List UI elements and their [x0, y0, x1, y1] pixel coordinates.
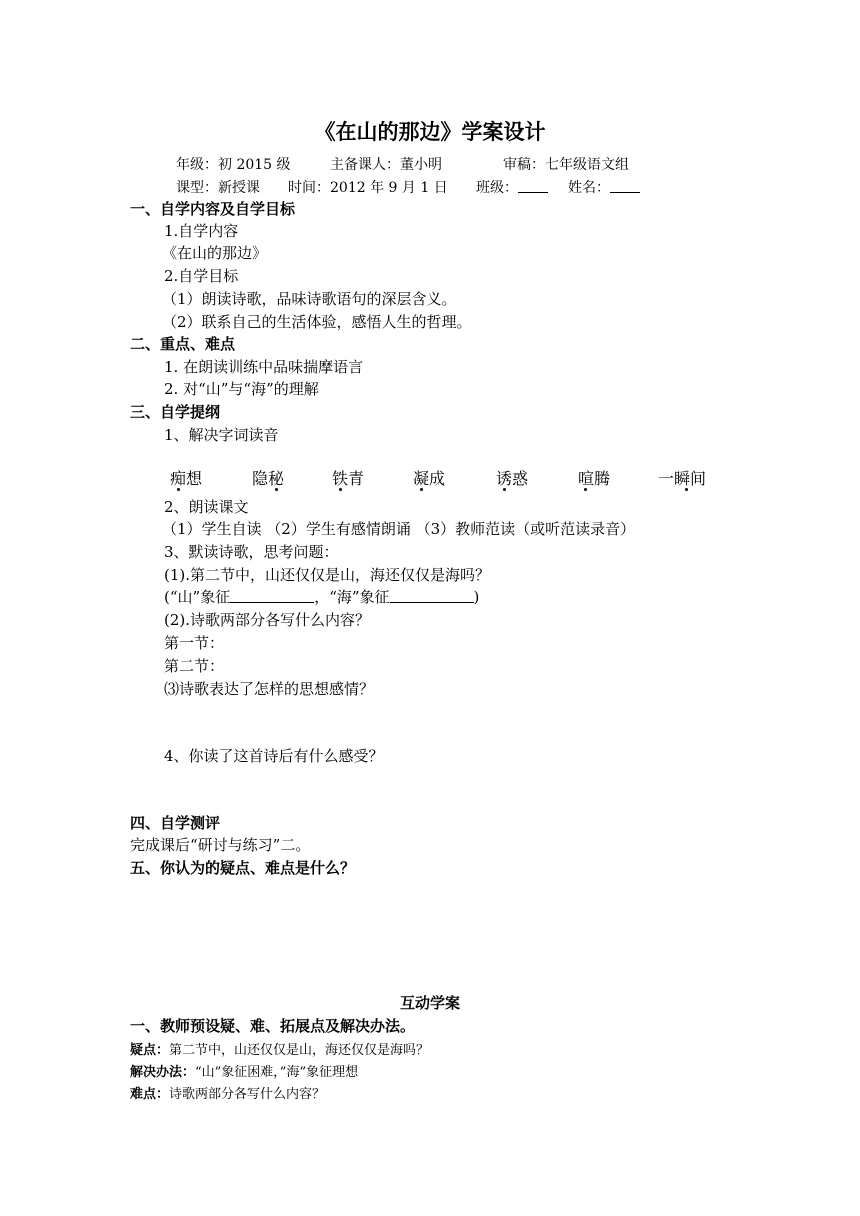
- vocab-word: 凝成: [413, 469, 446, 488]
- content-label: 1.自学内容: [164, 222, 239, 240]
- question-1: (1).第二节中，山还仅仅是山，海还仅仅是海吗？: [164, 566, 491, 584]
- difficulty-text: 诗歌两部分各写什么内容？: [169, 1087, 326, 1102]
- doubt-text: 第二节中，山还仅仅是山，海还仅仅是海吗？: [169, 1043, 430, 1058]
- question-3: ⑶诗歌表达了怎样的思想感情？: [164, 680, 375, 698]
- reviewer-info: 审稿：七年级语文组: [503, 157, 629, 173]
- section-1-heading: 一、自学内容及自学目标: [130, 200, 296, 218]
- name-blank[interactable]: [610, 178, 640, 193]
- mountain-symbol-blank[interactable]: [230, 588, 314, 603]
- step-4: 4、你读了这首诗后有什么感受？: [164, 747, 384, 765]
- step-2: 2、朗读课文: [164, 498, 249, 516]
- pronunciation-dot: [420, 488, 423, 491]
- assessment-text: 完成课后“研讨与练习”二。: [130, 836, 311, 854]
- doubt-row: [130, 1039, 429, 1058]
- pronunciation-dot: [177, 488, 180, 491]
- section-4-heading: 四、自学测评: [130, 814, 221, 832]
- step-1: 1、解决字词读音: [164, 426, 279, 444]
- solution-label: 解决办法：: [130, 1065, 196, 1080]
- interactive-title: 互动学案: [399, 994, 460, 1012]
- pronunciation-dot: [584, 488, 587, 491]
- goal-2: （2）联系自己的生活体验，感悟人生的哲理。: [162, 313, 472, 331]
- question-2-part-2: 第二节：: [164, 657, 225, 675]
- name-label: 姓名：: [568, 180, 610, 196]
- question-1-fill: [164, 586, 479, 607]
- name-field: [568, 177, 640, 197]
- class-field: [476, 177, 548, 197]
- pronunciation-dot: [339, 488, 342, 491]
- class-blank[interactable]: [518, 178, 548, 193]
- vocab-word: 铁青: [332, 469, 365, 488]
- step-3: 3、默读诗歌，思考问题：: [164, 543, 339, 561]
- page-title: 《在山的那边》学案设计: [314, 120, 546, 144]
- lesson-type-info: 课型：新授课: [176, 180, 260, 196]
- vocab-word: 痴想: [170, 469, 203, 488]
- key-point-2: 2. 对“山”与“海”的理解: [164, 380, 319, 398]
- pronunciation-dot: [275, 488, 278, 491]
- pronunciation-dot: [685, 488, 688, 491]
- class-label: 班级：: [476, 180, 518, 196]
- goal-label: 2.自学目标: [164, 267, 239, 285]
- section-2-heading: 二、重点、难点: [130, 335, 236, 353]
- vocab-word: 喧腾: [578, 469, 611, 488]
- teacher-info: 主备课人：董小明: [330, 157, 442, 173]
- question-2: (2).诗歌两部分各写什么内容？: [164, 611, 371, 629]
- question-2-part-1: 第一节：: [164, 634, 225, 652]
- close-paren: ): [473, 588, 480, 606]
- symbol-sea-label: ，“海”象征: [314, 588, 390, 606]
- difficulty-row: [130, 1083, 325, 1102]
- pronunciation-dot: [503, 488, 506, 491]
- content-value: 《在山的那边》: [162, 244, 268, 262]
- goal-1: （1）朗读诗歌，品味诗歌语句的深层含义。: [162, 290, 457, 308]
- section-3-heading: 三、自学提纲: [130, 403, 221, 421]
- vocab-word: 一瞬间: [658, 469, 707, 488]
- key-point-1: 1. 在朗读训练中品味揣摩语言: [164, 358, 364, 376]
- vocab-word: 隐秘: [252, 469, 285, 488]
- solution-text: “山”象征困难，”海”象征理想: [195, 1065, 359, 1080]
- date-info: 时间：2012 年 9 月 1 日: [288, 180, 448, 196]
- grade-info: 年级：初 2015 级: [176, 157, 291, 173]
- solution-row: [130, 1061, 358, 1080]
- doubt-label: 疑点：: [130, 1043, 170, 1058]
- read-modes: （1）学生自读 （2）学生有感情朗诵 （3）教师范读（或听范读录音）: [162, 520, 636, 538]
- section-5-heading: 五、你认为的疑点、难点是什么？: [130, 859, 356, 877]
- difficulty-label: 难点：: [130, 1087, 170, 1102]
- sea-symbol-blank[interactable]: [390, 588, 474, 603]
- interactive-heading: 一、教师预设疑、难、拓展点及解决办法。: [130, 1017, 416, 1035]
- vocab-word: 诱惑: [496, 469, 529, 488]
- symbol-mountain-label: (“山”象征: [164, 588, 231, 606]
